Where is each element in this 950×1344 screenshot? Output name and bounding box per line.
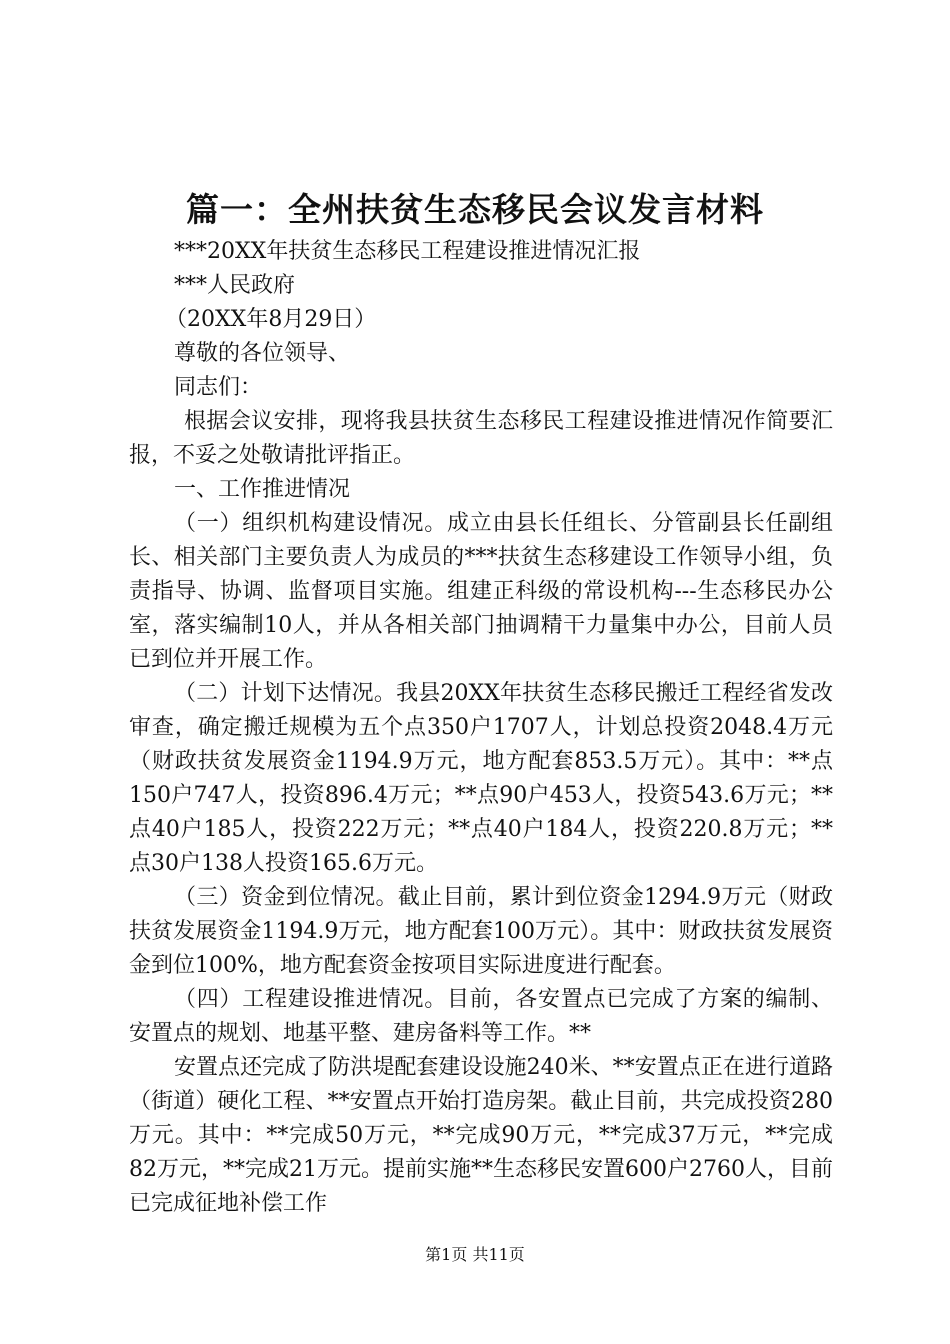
- issuer: ***人民政府: [174, 273, 296, 298]
- paragraph-organization: （一）组织机构建设情况。成立由县长任组长、分管副县长任副组长、相关部门主要负责人为成员的***扶贫生态移建设工作领导小组，负责指导、协调、监督项目实施。组建正科级的常设机构---生态移民办公室，落实编制10人，并从各相关部门抽调精干力量集中办公，目前人员已到位并开展工作。: [129, 511, 833, 672]
- paragraph-construction: （四）工程建设推进情况。目前，各安置点已完成了方案的编制、安置点的规划、地基平整、建房备料等工作。**: [129, 987, 833, 1046]
- paragraph-progress: 安置点还完成了防洪堤配套建设设施240米、**安置点正在进行道路（街道）硬化工程、**安置点开始打造房架。截止目前，共完成投资280万元。其中：**完成50万元，**完成90万元，**完成37万元，**完成82万元，**完成21万元。提前实施**生态移民安置600户2760人，目前已完成征地补偿工作: [129, 1055, 833, 1216]
- report-subtitle: ***20XX年扶贫生态移民工程建设推进情况汇报: [174, 239, 641, 264]
- salutation-line-2: 同志们：: [174, 375, 263, 400]
- report-date: （20XX年8月29日）: [165, 307, 377, 332]
- document-body: [129, 235, 833, 1221]
- paragraph-plan: （二）计划下达情况。我县20XX年扶贫生态移民搬迁工程经省发改审查，确定搬迁规模为五个点350户1707人，计划总投资2048.4万元（财政扶贫发展资金1194.9万元，地方配套853.5万元）。其中：**点150户747人，投资896.4万元；**点90户453人，投资543.6万元；**点40户185人，投资222万元；**点40户184人，投资220.8万元；**点30户138人投资165.6万元。: [129, 681, 833, 876]
- section-heading: 一、工作推进情况: [174, 477, 351, 502]
- page-number: 第1页 共11页: [425, 1245, 525, 1264]
- document-title: 篇一：全州扶贫生态移民会议发言材料: [186, 190, 764, 229]
- paragraph-intro: 根据会议安排，现将我县扶贫生态移民工程建设推进情况作简要汇报，不妥之处敬请批评指正。: [129, 409, 833, 468]
- paragraph-funds: （三）资金到位情况。截止目前，累计到位资金1294.9万元（财政扶贫发展资金1194.9万元，地方配套100万元）。其中：财政扶贫发展资金到位100%，地方配套资金按项目实际进度进行配套。: [129, 885, 833, 978]
- salutation-line-1: 尊敬的各位领导、: [174, 341, 351, 366]
